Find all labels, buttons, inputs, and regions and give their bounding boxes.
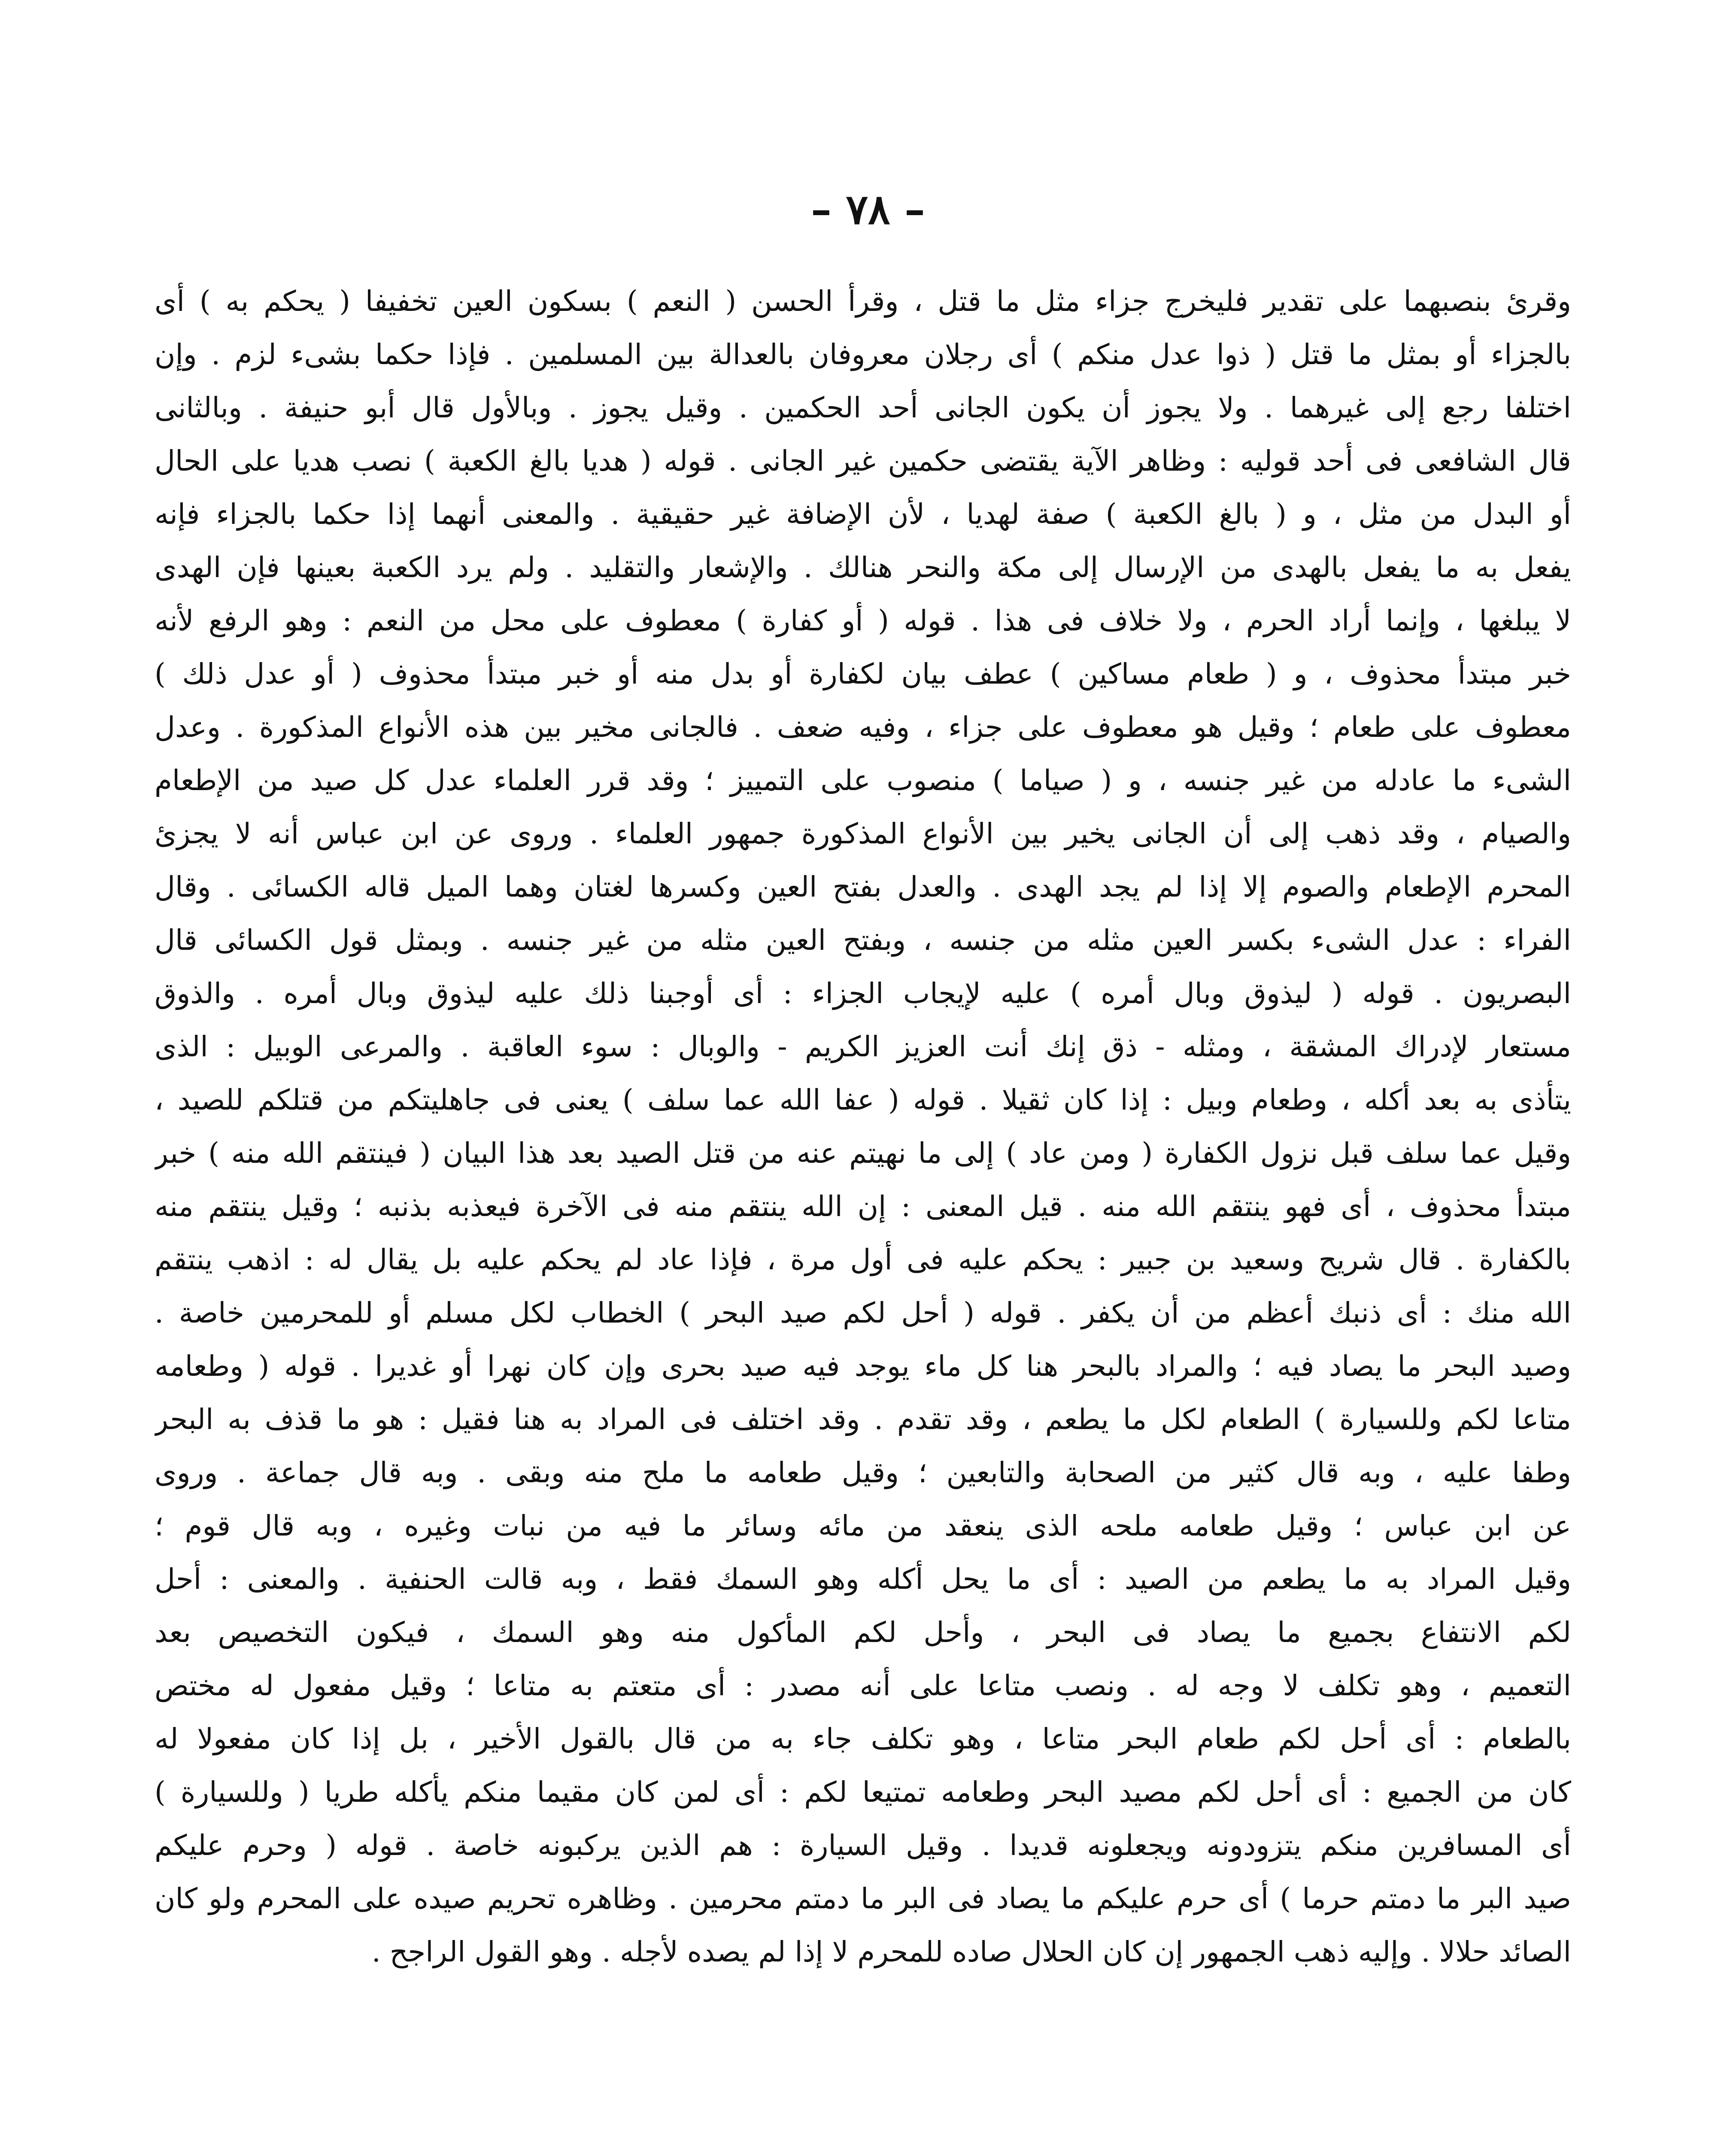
text-line: مبتدأ محذوف ، أى فهو ينتقم الله منه . قيل المعنى : إن الله ينتقم منه فى الآخرة فيعذبه بذنبه ؛ وقيل ينتقم منه (155, 1190, 1571, 1223)
text-line: لا يبلغها ، وإنما أراد الحرم ، ولا خلاف فى هذا . قوله ( أو كفارة ) معطوف على محل من النعم : وهو الرفع لأنه (155, 604, 1571, 637)
text-line: مستعار لإدراك المشقة ، ومثله - ذق إنك أنت العزيز الكريم - والوبال : سوء العاقبة . والمرعى الوبيل : الذى (155, 1030, 1571, 1063)
text-line: يتأذى به بعد أكله ، وطعام وبيل : إذا كان ثقيلا . قوله ( عفا الله عما سلف ) يعنى فى جاهليتكم من قتلكم للصيد ، (155, 1083, 1571, 1116)
text-line: أى المسافرين منكم يتزودونه ويجعلونه قديدا . وقيل السيارة : هم الذين يركبونه خاصة . قوله ( وحرم عليكم (155, 1829, 1571, 1862)
text-line: خبر مبتدأ محذوف ، و ( طعام مساكين ) عطف بيان لكفارة أو بدل منه أو خبر مبتدأ محذوف ( أو عدل ذلك ) (155, 657, 1571, 690)
text-line: والصيام ، وقد ذهب إلى أن الجانى يخير بين الأنواع المذكورة جمهور العلماء . وروى عن ابن عباس أنه لا يجزئ (155, 817, 1571, 850)
text-line: وصيد البحر ما يصاد فيه ؛ والمراد بالبحر هنا كل ماء يوجد فيه صيد بحرى وإن كان نهرا أو غديرا . قوله ( وطعامه (155, 1350, 1571, 1383)
text-line: بالطعام : أى أحل لكم طعام البحر متاعا ، وهو تكلف جاء به من قال بالقول الأخير ، بل إذا كان مفعولا له (155, 1722, 1571, 1755)
text-line: متاعا لكم وللسيارة ) الطعام لكل ما يطعم ، وقد تقدم . وقد اختلف فى المراد به هنا فقيل : هو ما قذف به البحر (155, 1403, 1571, 1436)
text-line: وطفا عليه ، وبه قال كثير من الصحابة والتابعين ؛ وقيل طعامه ما ملح منه وبقى . وبه قال جماعة . وروى (155, 1456, 1571, 1489)
text-line: الله منك : أى ذنبك أعظم من أن يكفر . قوله ( أحل لكم صيد البحر ) الخطاب لكل مسلم أو للمحرمين خاصة . (155, 1296, 1571, 1329)
text-line: يفعل به ما يفعل بالهدى من الإرسال إلى مكة والنحر هنالك . والإشعار والتقليد . ولم يرد الكعبة بعينها فإن الهدى (155, 551, 1571, 584)
text-line: أو البدل من مثل ، و ( بالغ الكعبة ) صفة لهديا ، لأن الإضافة غير حقيقية . والمعنى أنهما إذا حكما بالجزاء فإنه (155, 498, 1571, 531)
text-line: وقيل المراد به ما يطعم من الصيد : أى ما يحل أكله وهو السمك فقط ، وبه قالت الحنفية . والمعنى : أحل (155, 1563, 1571, 1596)
page-number: – ٧٨ – (811, 185, 925, 234)
text-line: بالكفارة . قال شريح وسعيد بن جبير : يحكم عليه فى أول مرة ، فإذا عاد لم يحكم عليه بل يقال له : اذهب ينتقم (155, 1243, 1571, 1276)
text-line: التعميم ، وهو تكلف لا وجه له . ونصب متاعا على أنه مصدر : أى متعتم به متاعا ؛ وقيل مفعول له مختص (155, 1669, 1571, 1702)
body-text (155, 275, 1571, 1979)
text-line: كان من الجميع : أى أحل لكم مصيد البحر وطعامه تمتيعا لكم : أى لمن كان مقيما منكم يأكله طريا ( وللسيارة ) (155, 1776, 1571, 1809)
text-line: وقرئ بنصبهما على تقدير فليخرج جزاء مثل ما قتل ، وقرأ الحسن ( النعم ) بسكون العين تخفيفا ( يحكم به ) أى (155, 285, 1571, 318)
text-line: الصائد حلالا . وإليه ذهب الجمهور إن كان الحلال صاده للمحرم لا إذا لم يصده لأجله . وهو القول الراجح . (371, 1935, 1571, 1968)
text-line: بالجزاء أو بمثل ما قتل ( ذوا عدل منكم ) أى رجلان معروفان بالعدالة بين المسلمين . فإذا حكما بشىء لزم . وإن (155, 338, 1571, 371)
text-line: وقيل عما سلف قبل نزول الكفارة ( ومن عاد ) إلى ما نهيتم عنه من قتل الصيد بعد هذا البيان ( فينتقم الله منه ) خبر (155, 1137, 1571, 1170)
text-line: عن ابن عباس ؛ وقيل طعامه ملحه الذى ينعقد من مائه وسائر ما فيه من نبات وغيره ، وبه قال قوم ؛ (155, 1509, 1571, 1542)
text-line: الفراء : عدل الشىء بكسر العين مثله من جنسه ، وبفتح العين مثله من غير جنسه . وبمثل قول الكسائى قال (155, 924, 1571, 957)
text-line: اختلفا رجع إلى غيرهما . ولا يجوز أن يكون الجانى أحد الحكمين . وقيل يجوز . وبالأول قال أبو حنيفة . وبالثانى (155, 391, 1571, 424)
text-line: البصريون . قوله ( ليذوق وبال أمره ) عليه لإيجاب الجزاء : أى أوجبنا ذلك عليه ليذوق وبال أمره . والذوق (155, 977, 1571, 1010)
text-line: معطوف على طعام ؛ وقيل هو معطوف على جزاء ، وفيه ضعف . فالجانى مخير بين هذه الأنواع المذكورة . وعدل (155, 711, 1571, 744)
text-line: قال الشافعى فى أحد قوليه : وظاهر الآية يقتضى حكمين غير الجانى . قوله ( هديا بالغ الكعبة ) نصب هديا على الحال (155, 444, 1571, 477)
text-line: لكم الانتفاع بجميع ما يصاد فى البحر ، وأحل لكم المأكول منه وهو السمك ، فيكون التخصيص بعد (155, 1616, 1571, 1649)
text-line: المحرم الإطعام والصوم إلا إذا لم يجد الهدى . والعدل بفتح العين وكسرها لغتان وهما الميل قاله الكسائى . وقال (155, 870, 1571, 903)
text-line: صيد البر ما دمتم حرما ) أى حرم عليكم ما يصاد فى البر ما دمتم محرمين . وظاهره تحريم صيده على المحرم ولو كان (155, 1882, 1571, 1915)
text-line: الشىء ما عادله من غير جنسه ، و ( صياما ) منصوب على التمييز ؛ وقد قرر العلماء عدل كل صيد من الإطعام (155, 764, 1571, 797)
